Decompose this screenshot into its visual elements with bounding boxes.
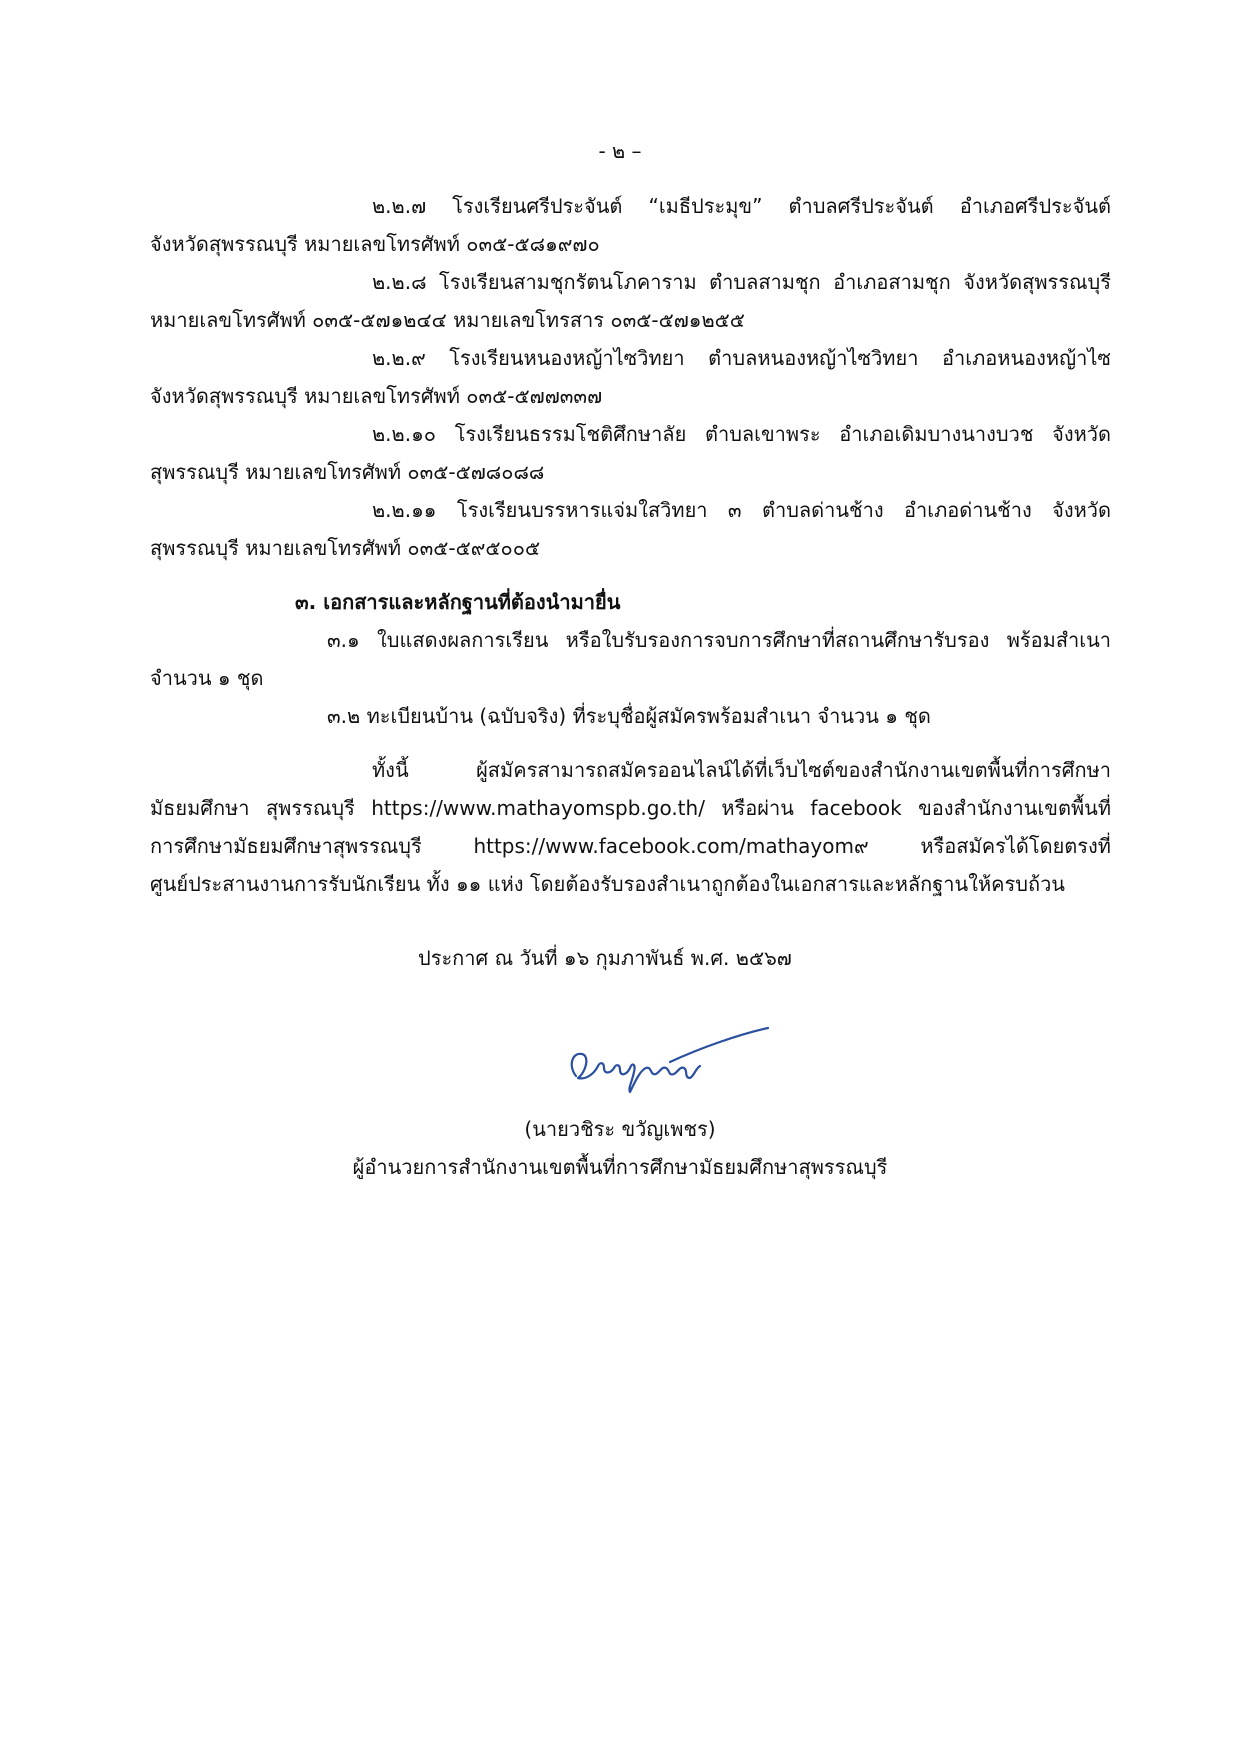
requirement-item: ๓.๑ ใบแสดงผลการเรียน หรือใบรับรองการจบการศึกษาที่สถานศึกษารับรอง พร้อมสำเนา — [327, 628, 1111, 652]
announcement-date: ประกาศ ณ วันที่ ๑๖ กุมภาพันธ์ พ.ศ. ๒๕๖๗ — [418, 946, 792, 970]
school-line: ๒.๒.๙ โรงเรียนหนองหญ้าไซวิทยา ตำบลหนองหญ้าไซวิทยา อำเภอหนองหญ้าไซ — [372, 346, 1111, 370]
closing-paragraph-line: การศึกษามัธยมศึกษาสุพรรณบุรี https://www.facebook.com/mathayom๙ หรือสมัครได้โดยตรงที่ — [150, 834, 1111, 858]
closing-paragraph-line: ทั้งนี้ ผู้สมัครสามารถสมัครออนไลน์ได้ที่เว็บไซต์ของสำนักงานเขตพื้นที่การศึกษา — [372, 758, 1111, 782]
closing-paragraph-line: มัธยมศึกษา สุพรรณบุรี https://www.mathayomspb.go.th/ หรือผ่าน facebook ของสำนักงานเขตพื้นที่ — [150, 796, 1111, 820]
school-line: จังหวัดสุพรรณบุรี หมายเลขโทรศัพท์ ๐๓๕-๕๘๑๙๗๐ — [150, 232, 600, 256]
signature-stroke — [572, 1054, 700, 1092]
school-line: ๒.๒.๗ โรงเรียนศรีประจันต์ “เมธีประมุข” ตำบลศรีประจันต์ อำเภอศรีประจันต์ — [372, 194, 1111, 218]
requirement-item-continuation: จำนวน ๑ ชุด — [150, 666, 264, 690]
closing-paragraph-line: ศูนย์ประสานงานการรับนักเรียน ทั้ง ๑๑ แห่ง โดยต้องรับรองสำเนาถูกต้องในเอกสารและหลักฐานให้ครบถ้วน — [150, 872, 1065, 896]
page-number: - ๒ – — [598, 139, 642, 163]
signatory-name: (นายวชิระ ขวัญเพชร) — [524, 1117, 716, 1141]
requirement-item: ๓.๒ ทะเบียนบ้าน (ฉบับจริง) ที่ระบุชื่อผู้สมัครพร้อมสำเนา จำนวน ๑ ชุด — [327, 704, 931, 728]
school-line: หมายเลขโทรศัพท์ ๐๓๕-๕๗๑๒๔๔ หมายเลขโทรสาร ๐๓๕-๕๗๑๒๕๕ — [150, 308, 745, 332]
signature-flourish — [670, 1028, 768, 1062]
school-line: สุพรรณบุรี หมายเลขโทรศัพท์ ๐๓๕-๕๗๘๐๘๘ — [150, 460, 545, 484]
school-line: สุพรรณบุรี หมายเลขโทรศัพท์ ๐๓๕-๕๙๕๐๐๕ — [150, 536, 541, 560]
school-line: ๒.๒.๑๐ โรงเรียนธรรมโชติศึกษาลัย ตำบลเขาพระ อำเภอเดิมบางนางบวช จังหวัด — [372, 422, 1111, 446]
school-line: จังหวัดสุพรรณบุรี หมายเลขโทรศัพท์ ๐๓๕-๕๗๗๓๓๗ — [150, 384, 603, 408]
school-line: ๒.๒.๘ โรงเรียนสามชุกรัตนโภคาราม ตำบลสามชุก อำเภอสามชุก จังหวัดสุพรรณบุรี — [372, 270, 1111, 294]
school-line: ๒.๒.๑๑ โรงเรียนบรรหารแจ่มใสวิทยา ๓ ตำบลด่านช้าง อำเภอด่านช้าง จังหวัด — [372, 498, 1111, 522]
section-heading: ๓. เอกสารและหลักฐานที่ต้องนำมายื่น — [295, 590, 621, 614]
handwritten-signature — [560, 1022, 780, 1102]
signatory-position: ผู้อำนวยการสำนักงานเขตพื้นที่การศึกษามัธยมศึกษาสุพรรณบุรี — [352, 1155, 888, 1179]
